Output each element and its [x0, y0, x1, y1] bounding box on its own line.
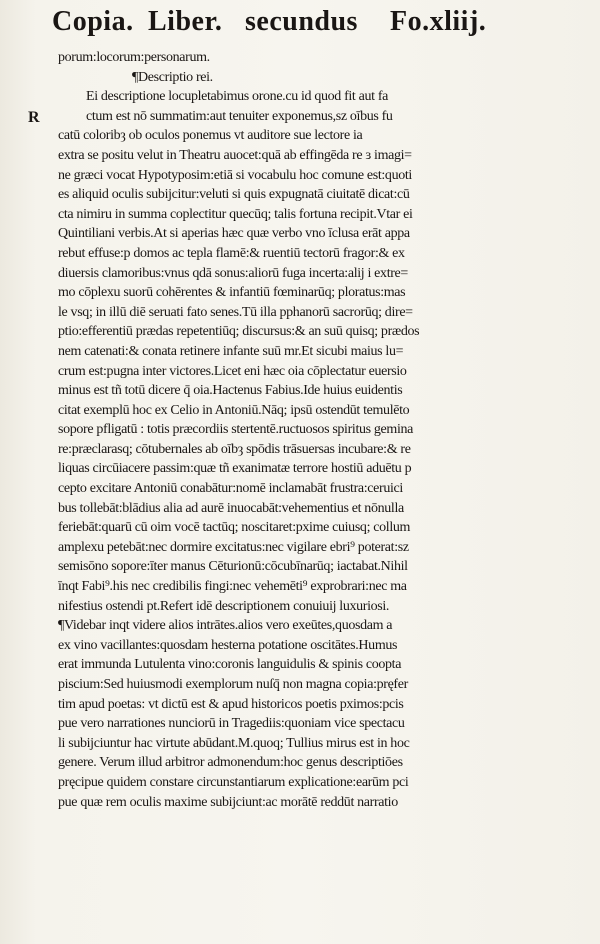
- text-line: sopore pfligatū : totis præcordiis stertentē.ructuosos spiritus gemina: [58, 422, 413, 438]
- text-line: nifestius ostendi pt.Refert idē descriptionem conuiuij luxuriosi.: [58, 598, 390, 614]
- body-text: [58, 48, 508, 812]
- text-line: pue quæ rem oculis maxime subijciunt:ac morātē reddūt narratio: [58, 794, 398, 810]
- text-line: ¶Videbar inqt videre alios intrātes.alios vero exeūtes,quosdam a: [58, 618, 393, 634]
- header-liber: Liber.: [148, 6, 223, 37]
- text-line: ex vino vacillantes:quosdam hesterna potatione oscitātes.Humus: [58, 637, 398, 653]
- section-heading: ¶Descriptio rei.: [132, 69, 213, 85]
- text-line: cta nimiru in summa coplectitur quecūq; talis fortuna recipit.Vtar ei: [58, 206, 413, 222]
- text-line: le vsq; in illū diē seruati fato senes.Tū illa pphanorū sacrorūq; dire=: [58, 304, 413, 320]
- text-line: pue vero narrationes nunciorū in Tragediis:quoniam vice spectacu: [58, 716, 405, 732]
- text-line: pręcipue quidem constare circunstantiarum explicatione:earūm pci: [58, 774, 409, 790]
- text-line: feriebāt:quarū cū oim vocē tactūq; noscitaret:pxime cuiusq; collum: [58, 520, 411, 536]
- text-line: īnqt Fabi⁹.his nec credibilis fingi:nec vehemēti⁹ exprobrari:nec ma: [58, 579, 407, 595]
- header-title: Copia.: [52, 6, 134, 37]
- text-line: porum:locorum:personarum.: [58, 50, 210, 65]
- text-line: minus est tñ totū dicere q̄ oia.Hactenus Fabius.Ide huius euidentis: [58, 383, 403, 399]
- text-line: re:præclarasq; cōtubernales ab oībȝ spōdis trāsuersas incubare:& re: [58, 441, 411, 457]
- text-line: tim apud poetas: vt dictū est & apud historicos poetis pximos:pcis: [58, 696, 404, 712]
- text-line: erat immunda Lutulenta vino:coronis languidulis & spinis coopta: [58, 657, 402, 673]
- text-line: mo cōplexu suorū cohērentes & infantiū fœminarūq; ploratus:mas: [58, 285, 406, 301]
- text-line: ptio:efferentiū prædas repetentiūq; discursus:& an suū quisq; prædos: [58, 324, 420, 340]
- text-line: bus tollebāt:blādius alia ad aurē inuocabāt:vehementius et nōnulla: [58, 500, 404, 516]
- text-line: genere. Verum illud arbitror admonendum:hoc genus descriptiōes: [58, 755, 403, 771]
- text-line: nem catenati:& conata retinere infante suū mr.Et sicubi maius lu=: [58, 343, 404, 359]
- text-line: ctum est nō summatim:aut tenuiter exponemus,sz oībus fu: [86, 108, 393, 124]
- text-line: liquas circūiacere passim:quæ tñ exanimatæ terrore hostiū aduētu p: [58, 461, 412, 477]
- text-line: amplexu petebāt:nec dormire excitatus:nec vigilare ebri⁹ poterat:sz: [58, 539, 409, 555]
- text-line: cepto excitare Antoniū conabātur:nomē inclamabāt frustra:ceruici: [58, 481, 403, 497]
- marginal-initial: R: [28, 109, 40, 126]
- text-line: rebut effuse:p domos ac tepla flamē:& ruentiū tectorū fragor:& ex: [58, 245, 405, 261]
- text-line: piscium:Sed huiusmodi exemplorum nuſq̄ non magna copia:pręfer: [58, 677, 408, 692]
- text-line: ne græci vocat Hypotyposim:etiā si vocabulu hoc comune est:quoti: [58, 167, 412, 183]
- header-book: secundus: [245, 6, 358, 37]
- text-line: citat exemplū hoc ex Celio in Antoniū.Nāq; ipsū ostendūt temulēto: [58, 402, 410, 418]
- text-line: Ei descriptione locupletabimus orone.cu id quod fit aut fa: [86, 89, 389, 105]
- text-line: extra se positu velut in Theatru auocet:quā ab effingēda re ɜ imagi=: [58, 147, 412, 163]
- text-line: es aliquid oculis subijcitur:veluti si quis expugnatā ciuitatē dicat:cū: [58, 187, 410, 203]
- text-line: Quintiliani verbis.At si aperias hæc quæ verbo vno īclusa erāt appa: [58, 226, 410, 242]
- text-line: li subijciuntur hac virtute abūdant.M.quoq; Tullius mirus est in hoc: [58, 735, 410, 751]
- text-line: catū coloribȝ ob oculos ponemus vt auditore sue lectore ia: [58, 128, 363, 144]
- folio-number: Fo.xliij.: [390, 6, 487, 37]
- running-header: [52, 6, 572, 40]
- text-line: crum est:pugna inter victores.Licet eni hæc oia cōplectatur euersio: [58, 363, 407, 379]
- text-line: diuersis clamoribus:vnus qdā sonus:aliorū fuga incerta:alij i extre=: [58, 265, 408, 281]
- text-line: semisōno sopore:īter manus Cēturionū:cōcubīnarūq; iactabat.Nihil: [58, 559, 408, 575]
